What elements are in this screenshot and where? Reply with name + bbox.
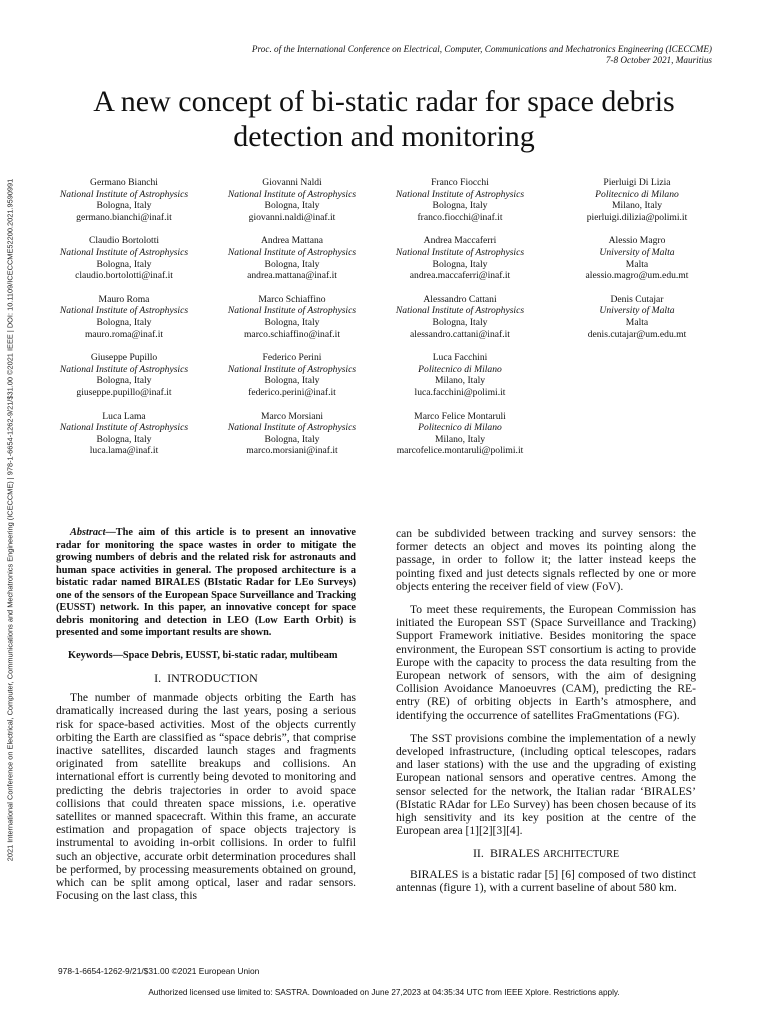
author-name: Andrea Maccaferri — [423, 235, 497, 247]
conference-name: Proc. of the International Conference on Electrical, Computer, Communications and Mechatronics Engineering (ICECCME) — [251, 44, 712, 54]
author-block — [376, 352, 544, 398]
author-aff: National Institute of Astrophysics — [227, 246, 357, 258]
author-block — [544, 235, 730, 281]
keywords: Keywords—Space Debris, EUSST, bi-static radar, multibeam — [68, 649, 338, 661]
author-email: marco.schiaffino@inaf.it — [243, 328, 341, 340]
abstract — [56, 527, 356, 640]
author-block — [376, 235, 544, 281]
author-aff: National Institute of Astrophysics — [59, 305, 189, 317]
author-aff: National Institute of Astrophysics — [59, 246, 189, 258]
author-email: federico.perini@inaf.it — [248, 386, 336, 398]
license-footer: Authorized licensed use limited to: SASTRA. Downloaded on June 27,2023 at 04:35:34 UTC from IEEE Xplore. Restrictions apply. — [148, 988, 620, 997]
author-block — [208, 177, 376, 223]
author-city: Bologna, Italy — [264, 433, 320, 445]
author-name: Franco Fiocchi — [431, 177, 489, 188]
author-name: Denis Cutajar — [610, 293, 664, 305]
author-name: Giovanni Naldi — [262, 177, 322, 188]
author-email: mauro.roma@inaf.it — [84, 328, 164, 340]
author-aff: National Institute of Astrophysics — [395, 305, 525, 317]
author-email: franco.fiocchi@inaf.it — [417, 211, 503, 223]
author-email: luca.facchini@polimi.it — [414, 386, 506, 398]
author-email: germano.bianchi@inaf.it — [76, 211, 172, 223]
author-block — [544, 177, 730, 223]
author-city: Bologna, Italy — [96, 375, 152, 387]
author-name: Luca Facchini — [432, 352, 488, 364]
author-name: Claudio Bortolotti — [88, 235, 160, 247]
author-aff: National Institute of Astrophysics — [227, 422, 357, 434]
right-paragraph-4: BIRALES is a bistatic radar [5] [6] composed of two distinct antennas (figure 1), with a current baseline of about 580 km. — [396, 867, 696, 894]
author-name: Giuseppe Pupillo — [90, 352, 158, 364]
abstract-lead: Abstract — [70, 527, 106, 538]
author-name: Andrea Mattana — [260, 235, 324, 247]
author-block — [544, 294, 730, 340]
author-aff: National Institute of Astrophysics — [227, 363, 357, 375]
author-name: Federico Perini — [262, 352, 322, 364]
author-email: luca.lama@inaf.it — [89, 445, 159, 457]
author-email: pierluigi.dilizia@polimi.it — [586, 211, 688, 223]
author-name: Marco Morsiani — [260, 410, 324, 422]
side-doi-text: 2021 International Conference on Electrical, Computer, Communications and Mechatronics Engineering (ICECCME) | 978-1-6654-1262-9/21/$31.00 ©2021 IEEE | DOI: 10.1109/ICECCME52200.2021.9590991 — [5, 178, 15, 862]
author-block — [40, 294, 208, 340]
author-aff: National Institute of Astrophysics — [227, 188, 357, 200]
author-email: denis.cutajar@um.edu.mt — [587, 328, 687, 340]
author-city: Bologna, Italy — [264, 375, 320, 387]
author-email: claudio.bortolotti@inaf.it — [75, 270, 173, 282]
author-name: Pierluigi Di Lizia — [603, 177, 671, 188]
author-city: Bologna, Italy — [432, 316, 488, 328]
paper-title: A new concept of bi-static radar for space debris detection and monitoring — [93, 85, 675, 153]
author-city: Malta — [625, 258, 649, 270]
author-name: Alessio Magro — [608, 235, 666, 247]
author-aff: National Institute of Astrophysics — [227, 305, 357, 317]
author-city: Milano, Italy — [611, 200, 663, 212]
author-aff: Politecnico di Milano — [418, 363, 502, 375]
author-block — [376, 177, 544, 223]
author-aff: University of Malta — [599, 305, 675, 317]
author-city: Malta — [625, 316, 649, 328]
author-email: marcofelice.montaruli@polimi.it — [396, 445, 524, 457]
author-block — [40, 352, 208, 398]
author-name: Alessandro Cattani — [423, 293, 497, 305]
author-block — [208, 352, 376, 398]
author-aff: National Institute of Astrophysics — [59, 363, 189, 375]
author-aff: National Institute of Astrophysics — [59, 188, 189, 200]
author-aff: National Institute of Astrophysics — [59, 422, 189, 434]
author-aff: Politecnico di Milano — [418, 422, 502, 434]
author-email: alessandro.cattani@inaf.it — [410, 328, 510, 340]
author-aff: Politecnico di Milano — [595, 188, 679, 200]
author-city: Bologna, Italy — [96, 316, 152, 328]
intro-paragraph: The number of manmade objects orbiting the Earth has dramatically increased during the last years, posing a serious risk for space-based activities. Most of the objects currently orbiting the Earth are classified as “space debris”, that comprise inactive satellites, discarded launch stages and fragments originated from satellite breakups and collisions. An international effort is currently being devoted to monitoring and predicting the debris trajectories in order to avoid space collisions that could threaten space missions, i.e. operative satellites or manned spacecraft. Within this frame, an accurate estimation and propagation of space objects trajectory is instrumental to avoiding in-orbit collisions. In order to fulfil such an objective, accurate orbit determination procedures shall be performed, by processing measurements obtained on ground, which can be split among optical, laser and radar sensors. Focusing on the last class, this — [56, 691, 356, 903]
author-city: Bologna, Italy — [96, 200, 152, 212]
author-name: Germano Bianchi — [90, 177, 158, 188]
author-grid — [40, 177, 730, 457]
author-email: andrea.maccaferri@inaf.it — [409, 270, 511, 282]
author-email: andrea.mattana@inaf.it — [247, 270, 337, 282]
author-name: Marco Schiaffino — [258, 293, 326, 305]
author-aff: National Institute of Astrophysics — [395, 246, 525, 258]
author-name: Mauro Roma — [98, 293, 150, 305]
right-column — [396, 527, 696, 894]
author-email: giovanni.naldi@inaf.it — [248, 211, 336, 223]
author-email: marco.morsiani@inaf.it — [246, 445, 338, 457]
author-city: Bologna, Italy — [264, 258, 320, 270]
copyright-line: 978-1-6654-1262-9/21/$31.00 ©2021 European Union — [58, 966, 260, 976]
author-block — [208, 294, 376, 340]
author-block — [544, 411, 730, 457]
author-aff: National Institute of Astrophysics — [395, 188, 525, 200]
right-paragraph-3: The SST provisions combine the implementation of a newly developed infrastructure, (including optical telescopes, radars and laser stations) with the use and the upgrading of existing European national sensors and operative centres. Among the sensor selected for the network, the Italian radar ‘BIRALES’ (BIstatic RAdar for LEo Survey) has been chosen because of its high sensitivity and its key position at the centre of the European area [1][2][3][4]. — [396, 731, 696, 838]
author-email: alessio.magro@um.edu.mt — [585, 270, 689, 282]
author-block — [40, 235, 208, 281]
right-paragraph-1: can be subdivided between tracking and survey sensors: the former detects an object and moves its pointing along the passage, in order to follow it; the latter instead keeps the pointing fixed and just detects signals reflected by one or more objects entering the receiver field of view (FoV). — [396, 527, 696, 593]
author-city: Bologna, Italy — [96, 433, 152, 445]
author-block — [208, 235, 376, 281]
author-name: Marco Felice Montaruli — [414, 410, 506, 422]
author-block — [544, 352, 730, 398]
right-paragraph-2: To meet these requirements, the European Commission has initiated the European SST (Space Surveillance and Tracking) Support Framework initiative. Besides monitoring the space environment, the European SST consortium is acting to provide Europe with the capacity to process the data resulting from the European network of sensors, with the aim of designing Collision Avoidance Manoeuvres (CAM), predicting the RE-entry (RE) of orbiting objects in Earth’s atmosphere, and identifying the occurrence of satellites FraGmentations (FG). — [396, 603, 696, 722]
author-city: Milano, Italy — [434, 375, 486, 387]
author-city: Bologna, Italy — [96, 258, 152, 270]
author-block — [376, 294, 544, 340]
author-block — [40, 411, 208, 457]
conference-header — [252, 44, 712, 66]
author-city: Bologna, Italy — [432, 258, 488, 270]
author-name: Luca Lama — [102, 410, 146, 422]
author-block — [208, 411, 376, 457]
section-heading-introduction: I. INTRODUCTION — [154, 671, 258, 685]
conference-date: 7-8 October 2021, Mauritius — [605, 55, 712, 65]
author-block — [40, 177, 208, 223]
author-email: giuseppe.pupillo@inaf.it — [76, 386, 172, 398]
section-heading-architecture: II. BIRALES ARCHITECTURE — [472, 846, 620, 861]
side-doi-strip — [4, 80, 16, 960]
author-city: Bologna, Italy — [264, 316, 320, 328]
author-city: Milano, Italy — [434, 433, 486, 445]
author-city: Bologna, Italy — [432, 200, 488, 212]
author-city: Bologna, Italy — [264, 200, 320, 212]
left-column — [56, 527, 356, 902]
abstract-text: —The aim of this article is to present an innovative radar for monitoring the space wastes in order to mitigate the growing numbers of debris and the related risk for astronauts and human space activities in general. The proposed architecture is a bistatic radar named BIRALES (BIstatic Radar for LEo Surveys) one of the sensors of the European Space Surveillance and Tracking (EUSST) network. In this paper, an innovative concept for space debris monitoring and detection in LEO (Low Earth Orbit) is presented and some important results are shown. — [56, 527, 356, 638]
author-aff: University of Malta — [599, 246, 675, 258]
author-block — [376, 411, 544, 457]
